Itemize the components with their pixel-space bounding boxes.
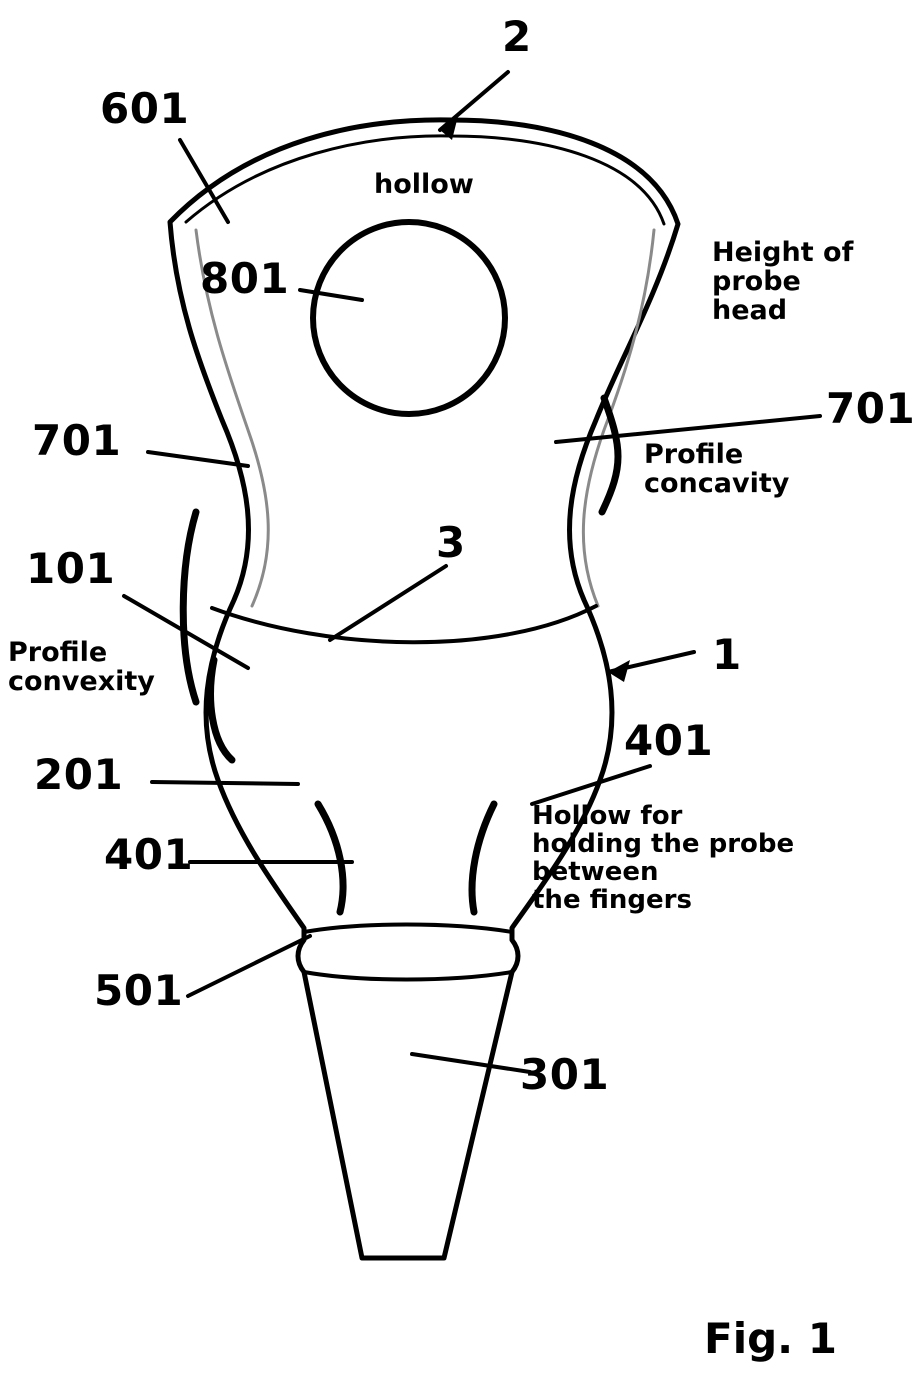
ref-1-label: 1: [712, 630, 742, 679]
ref-401-right-label: 401: [624, 716, 714, 765]
annotation-hollow: hollow: [374, 169, 474, 200]
ref-401-left-label: 401: [104, 830, 194, 879]
leader-ref-201: [152, 782, 298, 784]
leader-height-probe-head: [672, 250, 706, 268]
ref-301-label: 301: [520, 1050, 610, 1099]
ref-701-left-label: 701: [32, 416, 122, 465]
probe-head-hollow-circle: [313, 222, 505, 414]
figure-caption: Fig. 1: [704, 1314, 837, 1363]
ref-101-label: 101: [26, 544, 116, 593]
ref-601-label: 601: [100, 84, 190, 133]
ref-3-label: 3: [436, 518, 466, 567]
annotation-profile-convexity: Profile convexity: [8, 637, 155, 698]
annotation-hollow-for-holding: Hollow for holding the probe between the fingers: [532, 801, 795, 916]
ref-2-label: 2: [502, 12, 532, 61]
annotation-height-of-probe-head: Height of probe head: [712, 237, 854, 327]
ref-701-right-label: 701: [826, 384, 916, 433]
concavity-arc-right: [602, 398, 618, 512]
ref-801-label: 801: [200, 254, 290, 303]
leader-ref-501: [188, 936, 310, 996]
concavity-arc-left: [183, 512, 196, 702]
annotation-profile-concavity: Profile concavity: [644, 439, 790, 500]
ref-501-label: 501: [94, 966, 184, 1015]
ref-201-label: 201: [34, 750, 124, 799]
